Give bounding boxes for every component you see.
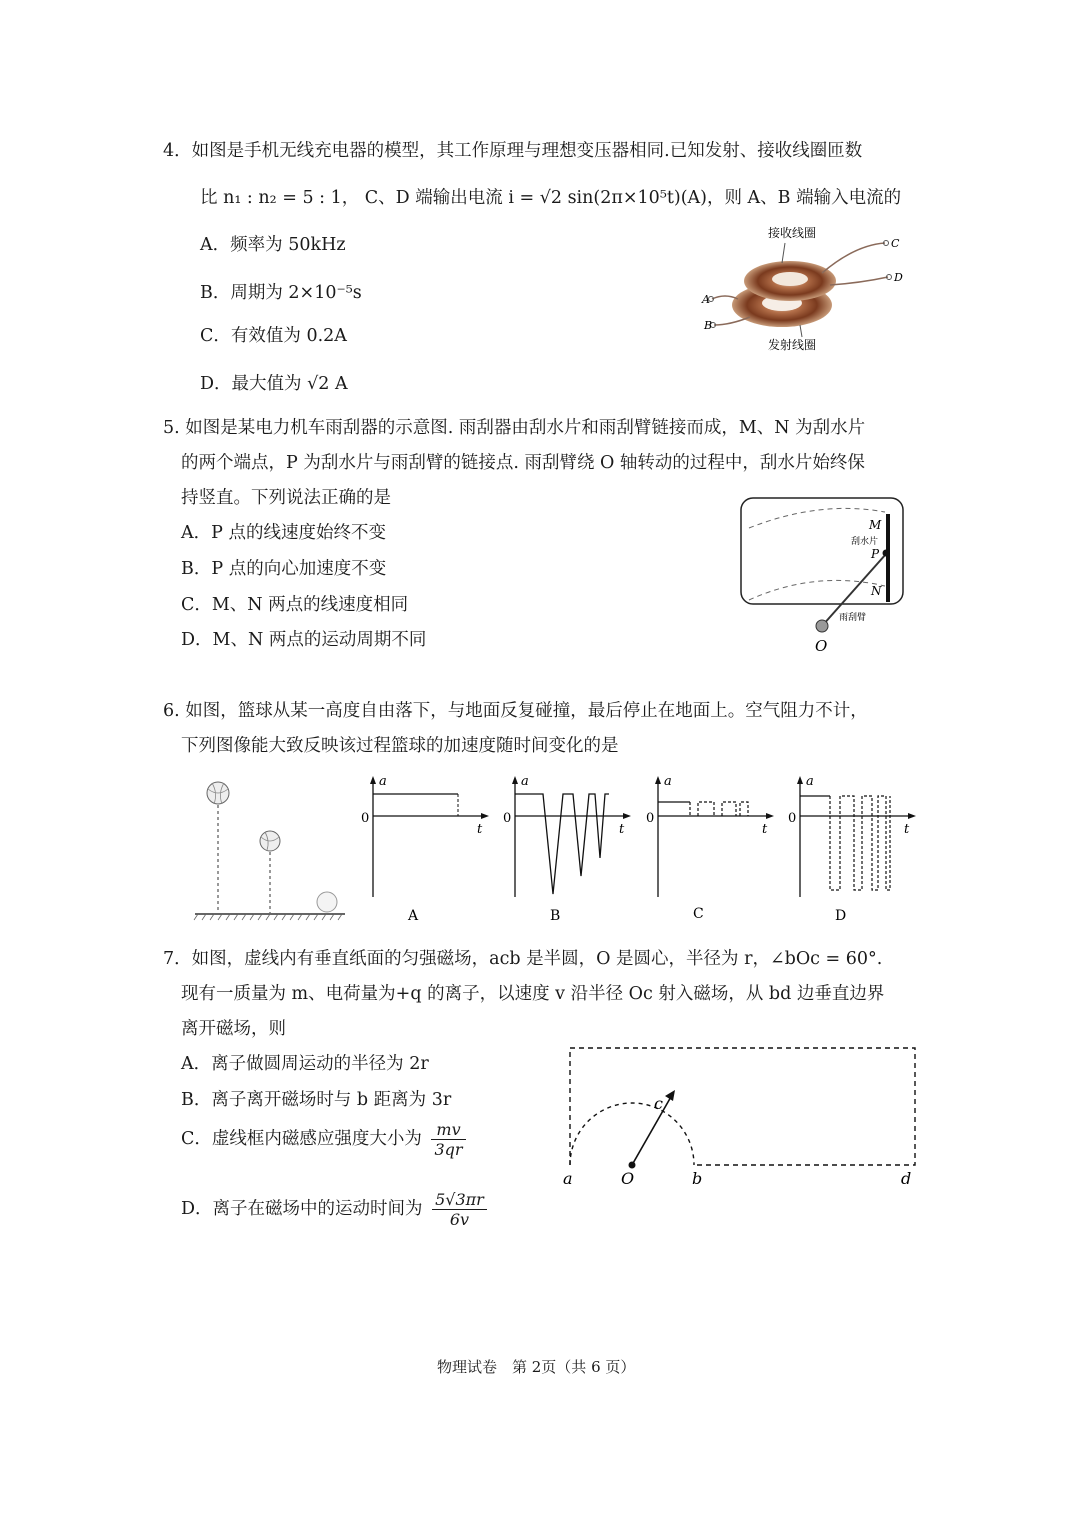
- graph-b-origin: 0: [503, 811, 512, 826]
- label-o: O: [815, 637, 828, 655]
- graph-a-origin: 0: [361, 811, 370, 826]
- terminal-b: B: [704, 319, 713, 332]
- q6-line-1: 6. 如图，篮球从某一高度自由落下，与地面反复碰撞，最后停止在地面上。空气阻力不计，: [163, 701, 868, 721]
- q4-line-2: 比 n₁ : n₂ = 5 : 1， C、D 端输出电流 i = √2 sin(2π×10⁵t)(A)，则 A、B 端输入电流的: [200, 188, 902, 208]
- center-o: [629, 1162, 636, 1169]
- q7-option-c-denominator: 3qr: [434, 1140, 463, 1159]
- ball-ground: [317, 892, 337, 912]
- q5-option-a: A．P 点的线速度始终不变: [181, 523, 386, 543]
- label-m: M: [869, 518, 882, 532]
- graph-b-curve: [515, 794, 609, 894]
- q7-option-c: [181, 1120, 466, 1159]
- graph-c-y-label: a: [664, 774, 672, 789]
- terminal-c: C: [891, 237, 900, 250]
- q4-option-c: C．有效值为 0.2A: [200, 326, 347, 346]
- graph-c-origin: 0: [646, 811, 655, 826]
- field-boundary: [570, 1048, 915, 1165]
- graph-d-origin: 0: [788, 811, 797, 826]
- q4-coil-figure: [690, 215, 920, 360]
- graph-d: [782, 772, 922, 927]
- q5-line-2: 的两个端点，P 为刮水片与雨刮臂的链接点. 雨刮臂绕 O 轴转动的过程中，刮水片始终保: [181, 453, 865, 473]
- graph-b-y-label: a: [521, 774, 529, 789]
- q7-option-d-text: D．离子在磁场中的运动时间为: [181, 1199, 423, 1219]
- terminal-a: A: [702, 293, 710, 306]
- q7-option-b: B．离子离开磁场时与 b 距离为 3r: [181, 1090, 452, 1110]
- label-b: b: [692, 1169, 703, 1188]
- transmit-coil-label: 发射线圈: [768, 338, 817, 352]
- q5-option-b: B．P 点的向心加速度不变: [181, 559, 387, 579]
- label-c: c: [654, 1094, 663, 1113]
- q5-line-3: 持竖直。下列说法正确的是: [181, 488, 391, 508]
- q7-option-d: [181, 1190, 487, 1229]
- q7-option-c-fraction: [431, 1120, 465, 1159]
- q7-option-d-denominator: 6v: [449, 1210, 470, 1229]
- q4-option-b: B．周期为 2×10⁻⁵s: [200, 283, 362, 303]
- q6-line-2: 下列图像能大致反映该过程篮球的加速度随时间变化的是: [181, 736, 619, 756]
- graph-a-x-label: t: [477, 822, 483, 837]
- q7-option-d-fraction: [432, 1190, 487, 1229]
- graph-b: [497, 772, 637, 927]
- graph-c-curve: [690, 802, 748, 816]
- q7-option-c-text: C．虚线框内磁感应强度大小为: [181, 1129, 422, 1149]
- q7-option-c-numerator: mv: [431, 1120, 465, 1140]
- q7-line-1: 7．如图，虚线内有垂直纸面的匀强磁场，acb 是半圆，O 是圆心，半径为 r，∠bOc = 60°.: [163, 949, 883, 969]
- q7-option-d-numerator: 5√3πr: [432, 1190, 487, 1210]
- graph-c-label: C: [693, 906, 704, 922]
- label-n: N: [871, 584, 882, 598]
- terminal-d: D: [894, 271, 903, 284]
- label-a: a: [563, 1169, 573, 1188]
- pivot-o: [816, 620, 828, 632]
- q7-line-3: 离开磁场，则: [181, 1019, 286, 1039]
- graph-c-x-label: t: [762, 822, 768, 837]
- graph-a-y-label: a: [379, 774, 387, 789]
- q4-option-d: D．最大值为 √2 A: [200, 374, 348, 394]
- graph-d-curve: [830, 796, 890, 890]
- label-p: P: [871, 547, 880, 561]
- graph-d-x-label: t: [904, 822, 910, 837]
- label-d: d: [901, 1169, 912, 1188]
- semicircle-acb: [570, 1103, 694, 1165]
- graph-b-label: B: [550, 908, 561, 924]
- graph-d-label: D: [835, 908, 847, 924]
- q4-option-a: A．频率为 50kHz: [200, 235, 346, 255]
- wiper-arm-label: 雨刮臂: [839, 613, 867, 623]
- wiper-blade-label: 刮水片: [851, 537, 879, 547]
- q5-option-c: C．M、N 两点的线速度相同: [181, 595, 409, 615]
- radius-oc: [632, 1095, 672, 1165]
- page-footer: 物理试卷 第 2页（共 6 页）: [437, 1358, 636, 1376]
- graph-a-label: A: [408, 908, 419, 924]
- q5-line-1: 5. 如图是某电力机车雨刮器的示意图. 雨刮器由刮水片和雨刮臂链接而成，M、N 为刮水片: [163, 418, 866, 438]
- q5-option-d: D．M、N 两点的运动周期不同: [181, 630, 427, 650]
- q7-field-figure: [555, 1040, 925, 1195]
- q4-line-1: 4．如图是手机无线充电器的模型，其工作原理与理想变压器相同.已知发射、接收线圈匝数: [163, 141, 863, 161]
- label-o: O: [621, 1169, 635, 1188]
- graph-b-x-label: t: [619, 822, 625, 837]
- q6-ball-figure: [190, 775, 350, 925]
- graph-d-y-label: a: [806, 774, 814, 789]
- q7-option-a: A．离子做圆周运动的半径为 2r: [181, 1054, 429, 1074]
- receive-coil-label: 接收线圈: [768, 226, 817, 240]
- graph-a: [355, 772, 495, 927]
- q7-line-2: 现有一质量为 m、电荷量为+q 的离子，以速度 v 沿半径 Oc 射入磁场，从 bd 边垂直边界: [181, 984, 885, 1004]
- graph-c: [640, 772, 780, 927]
- q5-wiper-figure: [735, 492, 920, 662]
